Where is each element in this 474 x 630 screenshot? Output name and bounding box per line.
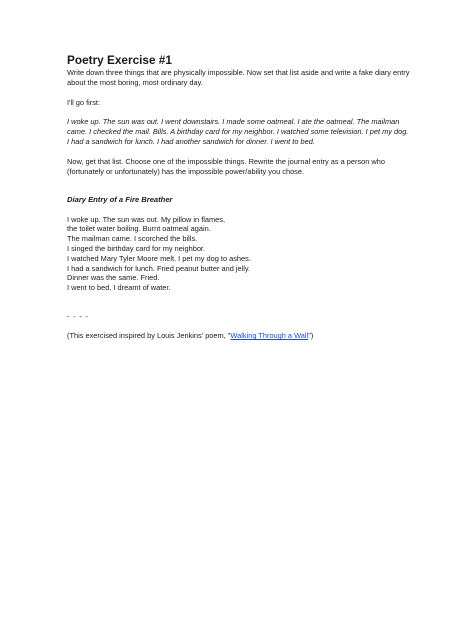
poem-line: I singed the birthday card for my neighbor. <box>67 244 206 254</box>
spacer <box>67 322 412 332</box>
walking-through-a-wall-link[interactable]: Walking Through a Wall <box>230 331 309 341</box>
credit-prefix: (This exercised inspired by Louis Jenkins' poem, " <box>67 331 231 341</box>
poem-line: I woke up. The sun was out. My pillow in flames, <box>67 214 226 224</box>
next-step-paragraph: Now, get that list. Choose one of the impossible things. Rewrite the journal entry as a person who (fortunately or unfortunately) has the impossible power/ability you chose. <box>67 156 385 176</box>
poem-line: The mailman came. I scorched the bills. <box>67 234 198 244</box>
spacer <box>67 88 412 98</box>
poem-block <box>67 215 412 293</box>
poem-line: the toilet water boiling. Burnt oatmeal again. <box>67 224 211 234</box>
credit-suffix: ") <box>308 331 314 341</box>
poem-line: Dinner was the same. Fried. <box>67 273 160 283</box>
example-diary-entry: I woke up. The sun was out. I went downstairs. I made some oatmeal. I ate the oatmeal. The mailman came. I checked the mail. Bills. A birthday card for my neighbor. I watched some television. I pet my dog. I had a sandwich for lunch. I had another sandwich for dinner. I went to bed. <box>67 117 409 146</box>
poem-line: I had a sandwich for lunch. Fried peanut butter and jelly. <box>67 263 251 273</box>
spacer <box>67 147 412 157</box>
document-page <box>67 53 412 341</box>
poem-line: I watched Mary Tyler Moore melt. I pet my dog to ashes. <box>67 253 251 263</box>
spacer <box>67 176 412 195</box>
diary-heading: Diary Entry of a Fire Breather <box>67 195 173 205</box>
poem-line: I went to bed. I dreamt of water. <box>67 283 171 293</box>
page-title: Poetry Exercise #1 <box>67 53 172 67</box>
instructions-paragraph: Write down three things that are physically impossible. Now set that list aside and write a fake diary entry about the most boring, most ordinary day. <box>67 68 410 87</box>
credit-line <box>67 331 412 341</box>
spacer <box>67 205 412 215</box>
spacer <box>67 107 412 117</box>
spacer <box>67 293 412 312</box>
section-divider: - - - - <box>67 312 89 322</box>
go-first-text: I'll go first: <box>67 97 101 107</box>
